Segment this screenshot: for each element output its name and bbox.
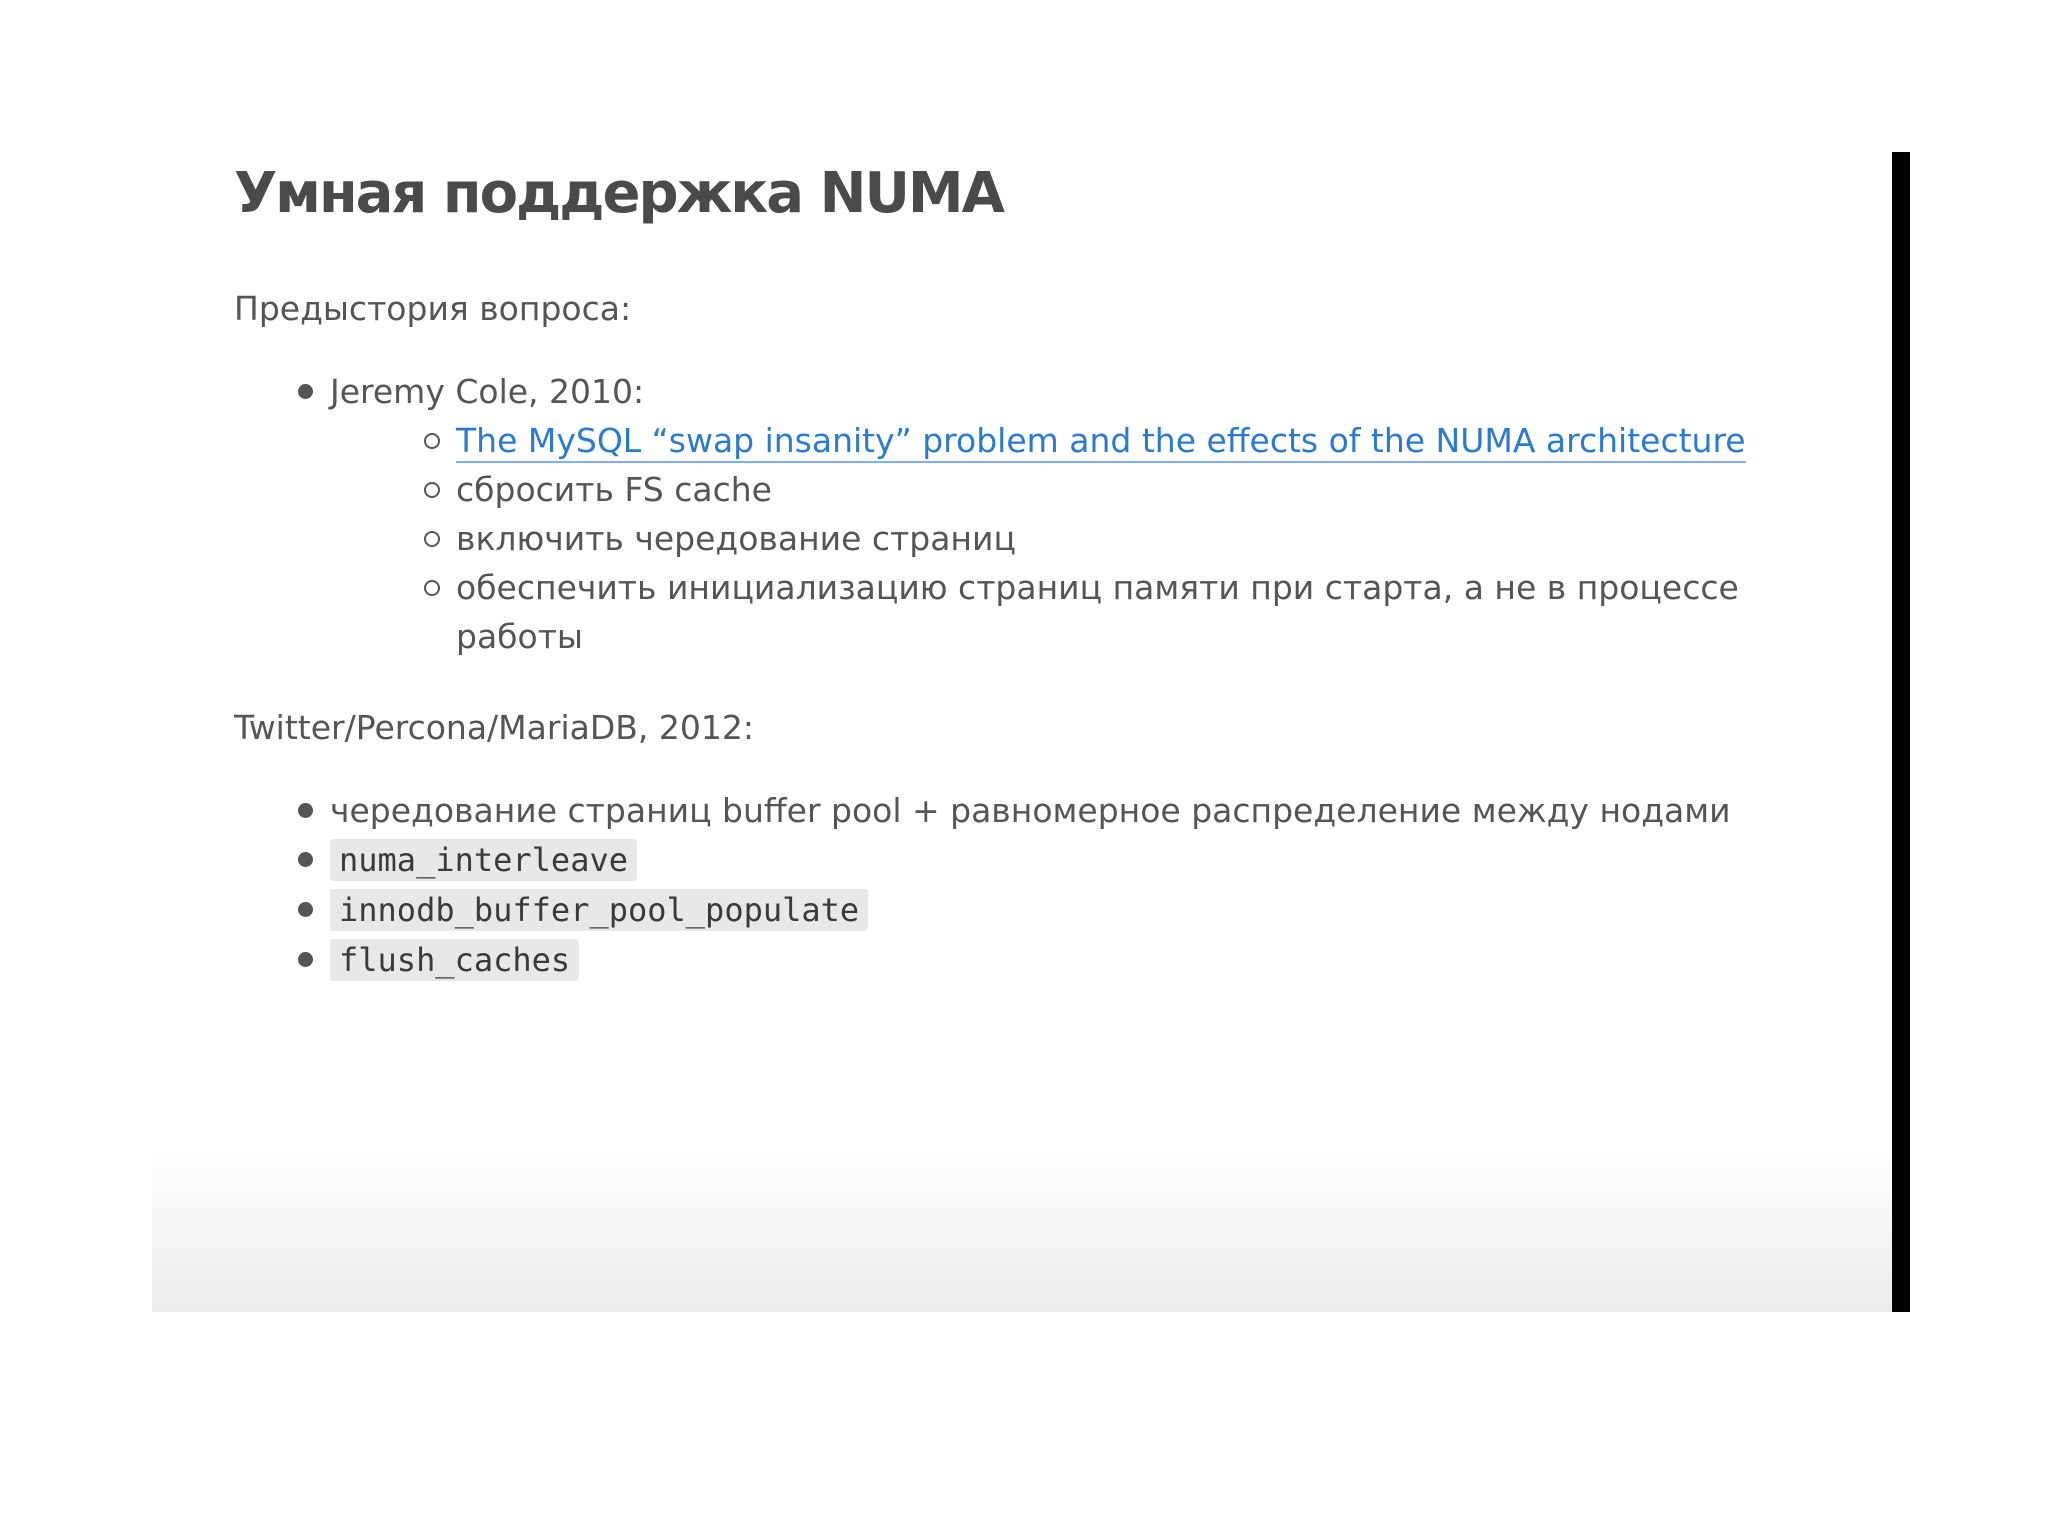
code-option: flush_caches xyxy=(330,939,579,981)
slide xyxy=(152,152,1892,1312)
slide-content xyxy=(234,152,1874,985)
slide-title: Умная поддержка NUMA xyxy=(234,161,1003,226)
list-item xyxy=(330,786,1874,835)
history-sublist xyxy=(330,416,1874,661)
list-item-text: чередование страниц buffer pool + равномерное распределение между нодами xyxy=(330,791,1731,830)
list-item xyxy=(330,835,1874,885)
bullet-circle-icon xyxy=(424,531,440,547)
code-option: numa_interleave xyxy=(330,839,637,881)
list-item-text: включить чередование страниц xyxy=(456,519,1016,558)
list-item-text: обеспечить инициализацию страниц памяти при старта, а не в процессе работы xyxy=(456,568,1739,656)
bullet-circle-icon xyxy=(424,482,440,498)
bullet-disc-icon xyxy=(298,803,313,818)
list-item xyxy=(456,514,1756,563)
list-item xyxy=(330,885,1874,935)
list-item xyxy=(456,563,1756,661)
list-item xyxy=(456,416,1756,465)
bullet-disc-icon xyxy=(298,952,313,967)
list-item xyxy=(330,935,1874,985)
history-label: Jeremy Cole, 2010: xyxy=(330,372,645,411)
bullet-circle-icon xyxy=(424,433,440,449)
list-item xyxy=(330,367,1874,661)
features-list xyxy=(234,786,1874,985)
bullet-circle-icon xyxy=(424,580,440,596)
second-intro-text: Twitter/Percona/MariaDB, 2012: xyxy=(234,708,754,747)
bullet-disc-icon xyxy=(298,852,313,867)
bullet-disc-icon xyxy=(298,384,313,399)
code-option: innodb_buffer_pool_populate xyxy=(330,889,868,931)
list-item xyxy=(456,465,1756,514)
intro-text: Предыстория вопроса: xyxy=(234,289,632,328)
swap-insanity-link[interactable]: The MySQL “swap insanity” problem and the effects of the NUMA architecture xyxy=(456,421,1746,463)
history-list xyxy=(234,367,1874,661)
list-item-text: сбросить FS cache xyxy=(456,470,772,509)
slide-edge-shadow xyxy=(1892,152,1910,1312)
bullet-disc-icon xyxy=(298,902,313,917)
